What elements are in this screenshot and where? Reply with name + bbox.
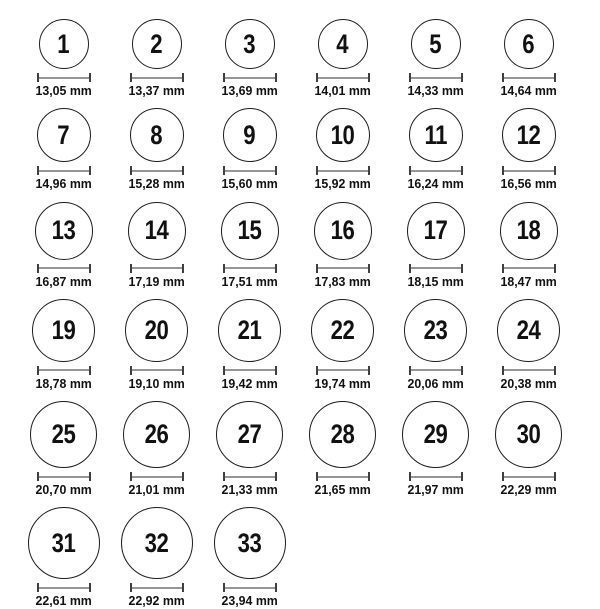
dimension-tick-right-icon bbox=[554, 166, 556, 175]
ring-circle bbox=[225, 19, 275, 69]
diameter-label: 15,60 mm bbox=[221, 176, 278, 192]
dimension-tick-right-icon bbox=[554, 73, 556, 82]
diameter-dimension-line bbox=[130, 264, 184, 273]
diameter-label: 14,64 mm bbox=[500, 83, 557, 98]
dimension-tick-right-icon bbox=[275, 166, 277, 175]
ring-size-number: 31 bbox=[51, 527, 76, 558]
ring-circle bbox=[132, 19, 182, 69]
ring-size-number: 17 bbox=[423, 215, 448, 246]
ring-circle bbox=[316, 108, 370, 162]
ring-size-item bbox=[110, 507, 203, 608]
diameter-dimension-line bbox=[223, 264, 277, 273]
ring-circle bbox=[218, 299, 281, 362]
ring-size-item bbox=[110, 19, 203, 98]
ring-circle bbox=[500, 202, 558, 260]
ring-circle bbox=[497, 299, 560, 362]
dimension-line bbox=[225, 476, 275, 478]
diameter-dimension-line bbox=[316, 264, 370, 273]
diameter-dimension-line bbox=[223, 472, 277, 481]
ring-circle bbox=[404, 299, 467, 362]
dimension-tick-right-icon bbox=[89, 73, 91, 82]
dimension-line bbox=[225, 267, 275, 269]
ring-size-item bbox=[296, 299, 389, 391]
ring-circle bbox=[314, 202, 372, 260]
diameter-dimension-line bbox=[223, 73, 277, 82]
diameter-dimension-line bbox=[37, 264, 91, 273]
ring-size-number: 19 bbox=[51, 314, 76, 345]
ring-size-number: 32 bbox=[144, 527, 169, 558]
dimension-line bbox=[132, 476, 182, 478]
diameter-dimension-line bbox=[502, 73, 556, 82]
diameter-label: 16,24 mm bbox=[407, 176, 464, 192]
dimension-tick-right-icon bbox=[368, 264, 370, 273]
ring-size-number: 21 bbox=[237, 314, 262, 345]
ring-size-number: 7 bbox=[57, 119, 70, 150]
diameter-dimension-line bbox=[130, 366, 184, 375]
ring-size-number: 28 bbox=[330, 419, 355, 450]
diameter-dimension-line bbox=[409, 73, 463, 82]
dimension-tick-right-icon bbox=[182, 166, 184, 175]
ring-size-number: 22 bbox=[330, 314, 355, 345]
ring-circle bbox=[402, 401, 469, 468]
dimension-tick-right-icon bbox=[275, 472, 277, 481]
ring-size-number: 23 bbox=[423, 314, 448, 345]
dimension-tick-right-icon bbox=[554, 366, 556, 375]
dimension-line bbox=[225, 77, 275, 79]
ring-circle bbox=[221, 202, 279, 260]
dimension-line bbox=[225, 170, 275, 172]
ring-circle bbox=[28, 507, 100, 579]
dimension-line bbox=[39, 369, 89, 371]
ring-circle bbox=[502, 108, 556, 162]
dimension-tick-right-icon bbox=[182, 264, 184, 273]
diameter-dimension-line bbox=[409, 166, 463, 175]
ring-circle bbox=[311, 299, 374, 362]
diameter-dimension-line bbox=[409, 264, 463, 273]
ring-size-item bbox=[203, 401, 296, 497]
ring-circle bbox=[125, 299, 188, 362]
dimension-line bbox=[318, 476, 368, 478]
ring-circle bbox=[318, 19, 368, 69]
ring-size-number: 12 bbox=[516, 119, 541, 150]
ring-size-item bbox=[110, 108, 203, 191]
dimension-line bbox=[411, 77, 461, 79]
diameter-dimension-line bbox=[37, 166, 91, 175]
ring-size-item bbox=[17, 507, 110, 608]
ring-circle bbox=[37, 108, 91, 162]
ring-circle bbox=[216, 401, 283, 468]
ring-size-number: 18 bbox=[516, 215, 541, 246]
dimension-tick-right-icon bbox=[182, 472, 184, 481]
diameter-label: 20,38 mm bbox=[500, 375, 557, 391]
dimension-tick-right-icon bbox=[368, 472, 370, 481]
ring-size-item bbox=[296, 108, 389, 191]
ring-size-number: 10 bbox=[330, 119, 355, 150]
dimension-tick-right-icon bbox=[461, 472, 463, 481]
ring-circle bbox=[35, 202, 93, 260]
ring-size-number: 2 bbox=[150, 28, 163, 59]
ring-size-item bbox=[389, 19, 482, 98]
dimension-line bbox=[504, 476, 554, 478]
diameter-label: 13,69 mm bbox=[221, 83, 278, 98]
diameter-dimension-line bbox=[502, 166, 556, 175]
diameter-label: 13,05 mm bbox=[35, 83, 92, 98]
dimension-line bbox=[318, 369, 368, 371]
ring-size-item bbox=[203, 19, 296, 98]
ring-size-number: 11 bbox=[424, 119, 447, 150]
dimension-tick-right-icon bbox=[554, 264, 556, 273]
ring-size-item bbox=[389, 299, 482, 391]
ring-size-item bbox=[203, 299, 296, 391]
diameter-dimension-line bbox=[316, 472, 370, 481]
ring-size-number: 14 bbox=[144, 215, 169, 246]
diameter-label: 19,42 mm bbox=[221, 375, 278, 391]
ring-size-number: 25 bbox=[51, 419, 76, 450]
ring-size-number: 29 bbox=[423, 419, 448, 450]
dimension-tick-right-icon bbox=[182, 73, 184, 82]
diameter-label: 18,78 mm bbox=[35, 375, 92, 391]
ring-circle bbox=[32, 299, 95, 362]
diameter-dimension-line bbox=[223, 366, 277, 375]
dimension-line bbox=[39, 476, 89, 478]
ring-size-number: 4 bbox=[336, 28, 349, 59]
ring-size-item bbox=[296, 401, 389, 497]
dimension-tick-right-icon bbox=[89, 366, 91, 375]
ring-size-number: 26 bbox=[144, 419, 169, 450]
ring-circle bbox=[123, 401, 190, 468]
diameter-label: 18,15 mm bbox=[407, 273, 464, 289]
diameter-dimension-line bbox=[409, 472, 463, 481]
ring-size-item bbox=[389, 108, 482, 191]
ring-size-number: 8 bbox=[150, 119, 163, 150]
ring-size-number: 27 bbox=[237, 419, 262, 450]
ring-size-number: 1 bbox=[57, 28, 70, 59]
ring-size-item bbox=[17, 299, 110, 391]
ring-size-number: 3 bbox=[243, 28, 256, 59]
ring-size-item bbox=[482, 108, 575, 191]
dimension-line bbox=[225, 369, 275, 371]
diameter-label: 14,33 mm bbox=[407, 83, 464, 98]
ring-size-number: 5 bbox=[429, 28, 442, 59]
diameter-label: 16,87 mm bbox=[35, 273, 92, 289]
ring-size-item bbox=[389, 401, 482, 497]
diameter-label: 22,29 mm bbox=[500, 482, 557, 498]
ring-circle bbox=[223, 108, 277, 162]
ring-size-number: 20 bbox=[144, 314, 169, 345]
ring-size-item bbox=[482, 299, 575, 391]
diameter-dimension-line bbox=[316, 73, 370, 82]
dimension-line bbox=[318, 267, 368, 269]
diameter-label: 17,83 mm bbox=[314, 273, 371, 289]
diameter-label: 22,61 mm bbox=[35, 593, 92, 609]
ring-circle bbox=[214, 507, 286, 579]
dimension-line bbox=[225, 587, 275, 589]
diameter-dimension-line bbox=[130, 472, 184, 481]
diameter-dimension-line bbox=[37, 472, 91, 481]
diameter-label: 15,28 mm bbox=[128, 176, 185, 192]
dimension-line bbox=[39, 77, 89, 79]
diameter-dimension-line bbox=[502, 264, 556, 273]
ring-circle bbox=[30, 401, 97, 468]
ring-size-item bbox=[296, 202, 389, 289]
diameter-dimension-line bbox=[130, 73, 184, 82]
dimension-line bbox=[318, 77, 368, 79]
dimension-line bbox=[132, 267, 182, 269]
ring-size-item bbox=[296, 19, 389, 98]
dimension-tick-right-icon bbox=[368, 166, 370, 175]
ring-circle bbox=[409, 108, 463, 162]
ring-circle bbox=[130, 108, 184, 162]
ring-size-number: 15 bbox=[237, 215, 262, 246]
dimension-tick-right-icon bbox=[554, 472, 556, 481]
dimension-line bbox=[132, 170, 182, 172]
dimension-tick-right-icon bbox=[89, 264, 91, 273]
ring-size-number: 33 bbox=[237, 527, 262, 558]
dimension-line bbox=[411, 476, 461, 478]
diameter-dimension-line bbox=[130, 583, 184, 592]
ring-circle bbox=[121, 507, 193, 579]
dimension-tick-right-icon bbox=[89, 583, 91, 592]
diameter-dimension-line bbox=[223, 166, 277, 175]
diameter-label: 21,33 mm bbox=[221, 482, 278, 498]
diameter-label: 21,65 mm bbox=[314, 482, 371, 498]
dimension-line bbox=[39, 587, 89, 589]
ring-size-item bbox=[17, 108, 110, 191]
dimension-tick-right-icon bbox=[89, 166, 91, 175]
ring-size-item bbox=[17, 202, 110, 289]
diameter-label: 23,94 mm bbox=[221, 593, 278, 609]
ring-size-item bbox=[203, 507, 296, 608]
dimension-tick-right-icon bbox=[275, 583, 277, 592]
ring-size-item bbox=[482, 19, 575, 98]
dimension-line bbox=[411, 369, 461, 371]
diameter-label: 16,56 mm bbox=[500, 176, 557, 192]
dimension-tick-right-icon bbox=[182, 366, 184, 375]
diameter-label: 22,92 mm bbox=[128, 593, 185, 609]
ring-size-number: 6 bbox=[522, 28, 535, 59]
ring-circle bbox=[309, 401, 376, 468]
ring-size-item bbox=[203, 108, 296, 191]
diameter-label: 13,37 mm bbox=[128, 83, 185, 98]
ring-size-number: 30 bbox=[516, 419, 541, 450]
dimension-line bbox=[318, 170, 368, 172]
diameter-label: 21,97 mm bbox=[407, 482, 464, 498]
ring-size-item bbox=[110, 202, 203, 289]
dimension-line bbox=[504, 77, 554, 79]
ring-size-item bbox=[389, 202, 482, 289]
ring-size-item bbox=[17, 19, 110, 98]
diameter-label: 20,70 mm bbox=[35, 482, 92, 498]
dimension-tick-right-icon bbox=[461, 264, 463, 273]
ring-size-number: 13 bbox=[51, 215, 76, 246]
ring-size-item bbox=[110, 401, 203, 497]
diameter-dimension-line bbox=[37, 583, 91, 592]
dimension-tick-right-icon bbox=[368, 73, 370, 82]
ring-circle bbox=[495, 401, 562, 468]
dimension-line bbox=[411, 170, 461, 172]
dimension-tick-right-icon bbox=[461, 366, 463, 375]
dimension-tick-right-icon bbox=[461, 73, 463, 82]
diameter-label: 17,19 mm bbox=[128, 273, 185, 289]
ring-circle bbox=[128, 202, 186, 260]
dimension-line bbox=[504, 267, 554, 269]
diameter-dimension-line bbox=[316, 166, 370, 175]
ring-circle bbox=[411, 19, 461, 69]
diameter-dimension-line bbox=[502, 472, 556, 481]
ring-size-item bbox=[482, 202, 575, 289]
dimension-line bbox=[504, 170, 554, 172]
ring-size-number: 16 bbox=[330, 215, 355, 246]
dimension-line bbox=[39, 267, 89, 269]
diameter-label: 19,10 mm bbox=[128, 375, 185, 391]
diameter-label: 14,01 mm bbox=[314, 83, 371, 98]
dimension-tick-right-icon bbox=[368, 366, 370, 375]
dimension-line bbox=[132, 77, 182, 79]
dimension-line bbox=[39, 170, 89, 172]
ring-circle bbox=[39, 19, 89, 69]
dimension-tick-right-icon bbox=[275, 264, 277, 273]
ring-size-item bbox=[110, 299, 203, 391]
dimension-line bbox=[132, 587, 182, 589]
dimension-tick-right-icon bbox=[275, 73, 277, 82]
diameter-label: 18,47 mm bbox=[500, 273, 557, 289]
ring-size-item bbox=[482, 401, 575, 497]
ring-size-number: 9 bbox=[243, 119, 256, 150]
diameter-dimension-line bbox=[316, 366, 370, 375]
dimension-tick-right-icon bbox=[89, 472, 91, 481]
diameter-dimension-line bbox=[37, 73, 91, 82]
diameter-label: 21,01 mm bbox=[128, 482, 185, 498]
ring-size-item bbox=[203, 202, 296, 289]
diameter-label: 14,96 mm bbox=[35, 176, 92, 192]
ring-circle bbox=[504, 19, 554, 69]
diameter-dimension-line bbox=[130, 166, 184, 175]
dimension-line bbox=[132, 369, 182, 371]
dimension-line bbox=[504, 369, 554, 371]
diameter-label: 15,92 mm bbox=[314, 176, 371, 192]
diameter-label: 19,74 mm bbox=[314, 375, 371, 391]
dimension-line bbox=[411, 267, 461, 269]
diameter-label: 17,51 mm bbox=[221, 273, 278, 289]
diameter-dimension-line bbox=[409, 366, 463, 375]
ring-size-item bbox=[17, 401, 110, 497]
dimension-tick-right-icon bbox=[275, 366, 277, 375]
diameter-label: 20,06 mm bbox=[407, 375, 464, 391]
dimension-tick-right-icon bbox=[461, 166, 463, 175]
diameter-dimension-line bbox=[223, 583, 277, 592]
diameter-dimension-line bbox=[37, 366, 91, 375]
ring-size-number: 24 bbox=[516, 314, 541, 345]
dimension-tick-right-icon bbox=[182, 583, 184, 592]
diameter-dimension-line bbox=[502, 366, 556, 375]
ring-circle bbox=[407, 202, 465, 260]
